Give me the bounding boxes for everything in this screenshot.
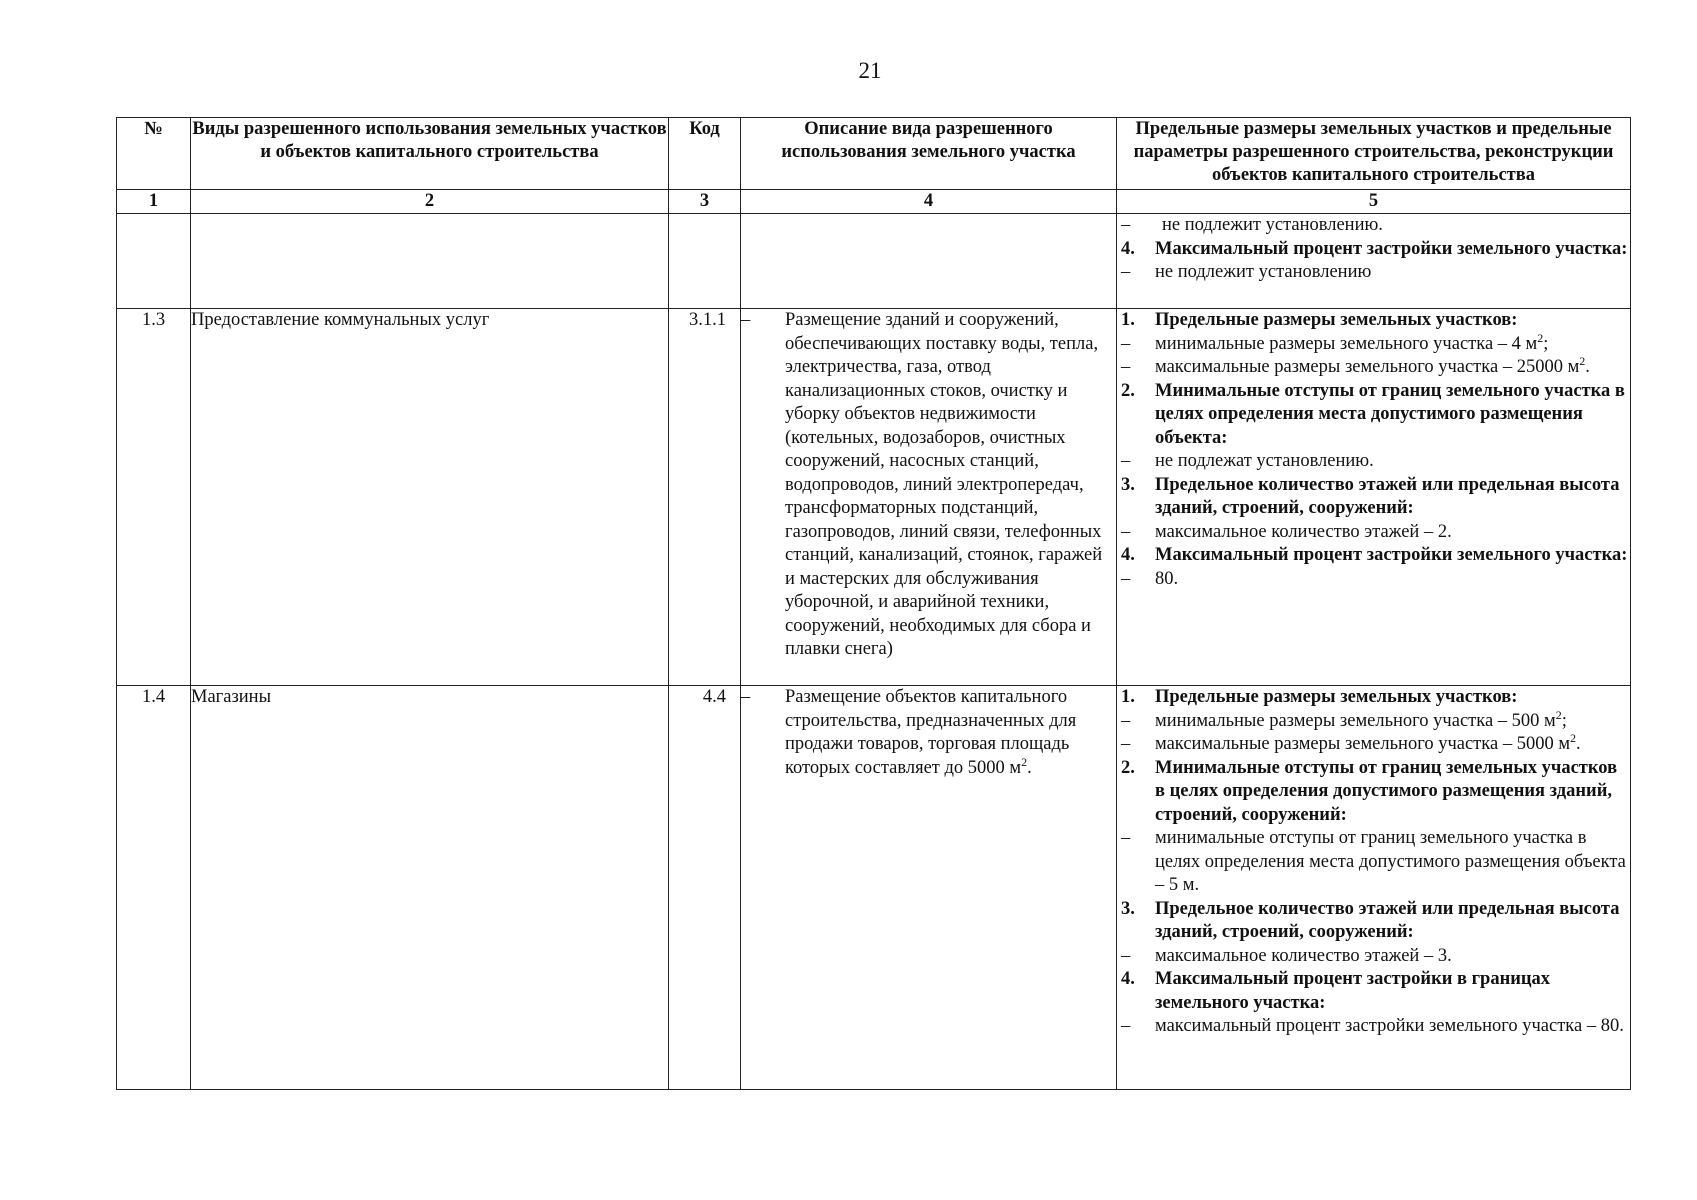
column-number: 3	[669, 190, 741, 214]
description-marker: –	[741, 310, 751, 330]
column-number-row	[117, 190, 1631, 214]
use-description	[741, 214, 1117, 309]
header-limits: Предельные размеры земельных участков и предельные параметры разрешенного строительства, реконструкции объектов капитального строительства	[1117, 118, 1631, 190]
limit-text: Минимальные отступы от границ земельных участков в целях определения допустимого размещения зданий, строений, сооружений:	[1155, 757, 1618, 825]
limit-text: максимальное количество этажей – 2.	[1155, 521, 1452, 542]
limit-marker: –	[1121, 333, 1131, 354]
regulations-table	[116, 117, 1631, 1090]
limit-item	[1117, 521, 1630, 545]
use-code	[669, 214, 741, 309]
limit-item	[1117, 707, 1630, 734]
limit-text: Максимальный процент застройки земельного участка:	[1155, 545, 1628, 565]
limit-item	[1117, 968, 1630, 1015]
limit-marker: 4.	[1121, 545, 1135, 565]
limit-marker: –	[1121, 262, 1131, 282]
limit-marker: 2.	[1121, 380, 1135, 401]
table-row	[117, 309, 1631, 686]
header-code: Код	[669, 118, 741, 190]
limit-item	[1117, 474, 1630, 521]
description-text: Размещение зданий и сооружений, обеспечивающих поставку воды, тепла, электричества, газа, отвод канализационных стоков, очистку и уборку объектов недвижимости (котельных, водозаборов, очистных сооружений, насосных станций, водопроводов, линий электропередач, трансформаторных подстанций, газопроводов, линий связи, телефонных станций, канализаций, стоянок, гаражей и мастерских для обслуживания уборочной, и аварийной техники, сооружений, необходимых для сбора и плавки снега)	[785, 310, 1103, 659]
limit-marker: –	[1121, 710, 1131, 731]
limit-text: 80.	[1155, 568, 1179, 589]
limit-text: максимальные размеры земельного участка – 25000 $м^2$.	[1155, 353, 1590, 377]
use-type-name: Предоставление коммунальных услуг	[191, 309, 669, 686]
limit-marker: 3.	[1121, 898, 1135, 919]
limit-text: не подлежит установлению.	[1162, 215, 1383, 235]
limits-cell	[1117, 686, 1631, 1090]
limit-marker: –	[1121, 357, 1131, 377]
limit-item	[1117, 380, 1630, 451]
description-text: Размещение объектов капитального строительства, предназначенных для продажи товаров, торговая площадь которых составляет до 5000 $м^2$.	[785, 687, 1077, 778]
limit-item	[1117, 827, 1630, 898]
limit-text: не подлежит установлению	[1155, 262, 1372, 282]
limit-text: максимальные размеры земельного участка – 5000 $м^2$.	[1155, 730, 1581, 754]
row-number: 1.3	[117, 309, 191, 686]
limit-item	[1117, 261, 1630, 285]
limit-marker: –	[1121, 1016, 1131, 1036]
limit-text: Максимальный процент застройки в границах земельного участка:	[1155, 969, 1551, 1013]
limit-marker: –	[1121, 734, 1131, 754]
header-number: №	[117, 118, 191, 190]
column-number: 1	[117, 190, 191, 214]
limit-marker: 4.	[1121, 969, 1135, 989]
use-description	[741, 686, 1117, 1090]
limit-marker: –	[1121, 451, 1131, 471]
table-row	[117, 686, 1631, 1090]
limit-item	[1117, 450, 1630, 474]
limit-item	[1117, 309, 1630, 333]
limit-text: максимальный процент застройки земельного участка – 80.	[1155, 1016, 1624, 1036]
limit-marker: –	[1121, 568, 1131, 589]
limit-item	[1117, 686, 1630, 710]
limits-cell	[1117, 309, 1631, 686]
limit-marker: –	[1121, 945, 1131, 966]
use-type-name	[191, 214, 669, 309]
header-description: Описание вида разрешенного использования земельного участка	[741, 118, 1117, 190]
limit-marker: 4.	[1121, 238, 1135, 259]
limit-item	[1117, 330, 1630, 357]
limit-text: Предельное количество этажей или предельная высота зданий, строений, сооружений:	[1155, 474, 1620, 518]
limit-item	[1117, 544, 1630, 568]
description-item	[741, 686, 1116, 780]
header-row	[117, 118, 1631, 190]
limit-item	[1117, 568, 1630, 592]
limit-marker: 1.	[1121, 687, 1135, 707]
use-code: 3.1.1	[669, 309, 741, 686]
limit-item	[1117, 238, 1630, 262]
table-row	[117, 214, 1631, 309]
limit-item	[1117, 730, 1630, 757]
limit-item	[1117, 214, 1630, 238]
column-number: 2	[191, 190, 669, 214]
limit-text: Предельные размеры земельных участков:	[1155, 687, 1518, 707]
limit-text: не подлежат установлению.	[1155, 451, 1374, 471]
limit-text: минимальные размеры земельного участка – 500 $м^2$;	[1155, 707, 1567, 731]
limit-text: Минимальные отступы от границ земельного участка в целях определения места допустимого размещения объекта:	[1155, 380, 1625, 448]
limit-item	[1117, 1015, 1630, 1039]
limit-item	[1117, 898, 1630, 945]
column-number: 4	[741, 190, 1117, 214]
limit-marker: –	[1121, 215, 1131, 235]
page-number: 21	[858, 58, 882, 83]
limit-item	[1117, 353, 1630, 380]
use-description	[741, 309, 1117, 686]
limit-text: Предельное количество этажей или предельная высота зданий, строений, сооружений:	[1155, 898, 1620, 942]
limit-marker: 2.	[1121, 757, 1135, 778]
description-item	[741, 309, 1116, 662]
use-type-name: Магазины	[191, 686, 669, 1090]
limit-text: Предельные размеры земельных участков:	[1155, 310, 1518, 330]
header-use-type: Виды разрешенного использования земельных участков и объектов капитального строительства	[191, 118, 669, 190]
limit-text: минимальные отступы от границ земельного участка в целях определения места допустимого размещения объекта – 5 м.	[1155, 828, 1626, 895]
use-code: 4.4	[669, 686, 741, 1090]
limit-marker: –	[1121, 828, 1131, 848]
limit-item	[1117, 945, 1630, 969]
limits-cell	[1117, 214, 1631, 309]
limit-marker: 1.	[1121, 310, 1135, 330]
limit-text: Максимальный процент застройки земельного участка:	[1155, 238, 1628, 259]
row-number: 1.4	[117, 686, 191, 1090]
limit-text: максимальное количество этажей – 3.	[1155, 945, 1452, 966]
limit-marker: –	[1121, 521, 1131, 542]
limit-text: минимальные размеры земельного участка – 4 $м^2$;	[1155, 330, 1549, 354]
description-marker: –	[741, 687, 751, 707]
limit-item	[1117, 757, 1630, 828]
row-number	[117, 214, 191, 309]
limit-marker: 3.	[1121, 474, 1135, 495]
column-number: 5	[1117, 190, 1631, 214]
